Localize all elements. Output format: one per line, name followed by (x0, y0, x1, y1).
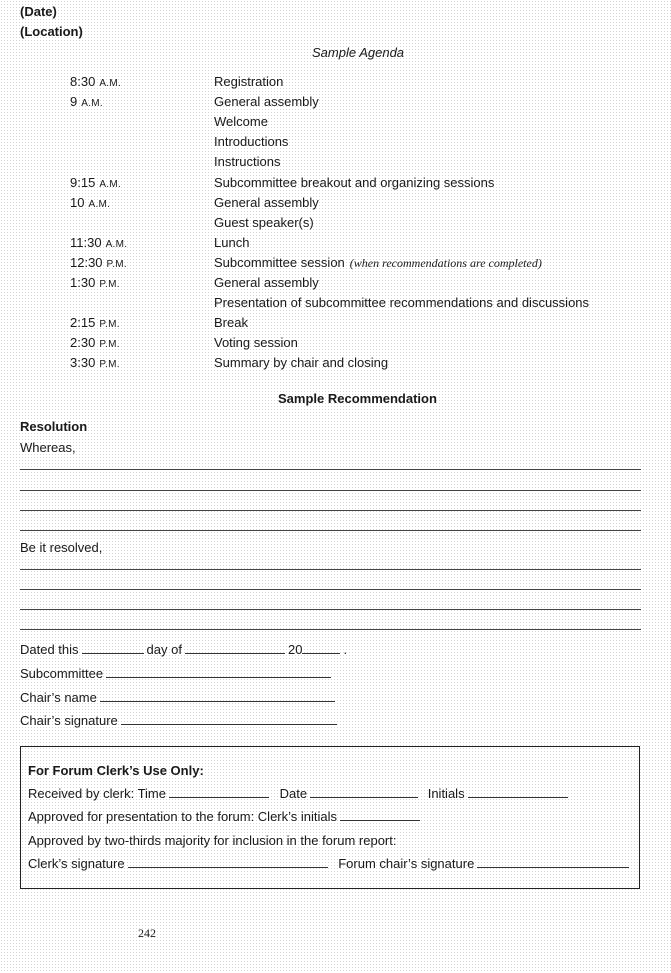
resolved-line (20, 609, 641, 610)
agenda-time: 9:15 A.M. (70, 175, 122, 190)
agenda-time: 2:15 P.M. (70, 315, 120, 330)
approved-majority-row: Approved by two-thirds majority for inclusion in the forum report: (28, 833, 397, 848)
resolved-label: Be it resolved, (20, 540, 103, 555)
agenda-time: 9 A.M. (70, 94, 103, 109)
agenda-item: Instructions (214, 154, 281, 169)
approved-presentation-row: Approved for presentation to the forum: Clerk’s initials (28, 809, 423, 824)
agenda-item: Subcommittee breakout and organizing sessions (214, 175, 495, 190)
signatures-row: Clerk’s signature Forum chair’s signature (28, 856, 632, 871)
whereas-line (20, 490, 641, 491)
date-heading: (Date) (20, 4, 57, 19)
recommendation-title: Sample Recommendation (278, 391, 437, 406)
agenda-note: (when recommendations are completed) (349, 256, 542, 270)
clerk-box-title: For Forum Clerk’s Use Only: (28, 763, 204, 778)
agenda-time: 10 A.M. (70, 195, 111, 210)
agenda-item: Registration (214, 74, 284, 89)
agenda-item: General assembly (214, 275, 319, 290)
agenda-item: Lunch (214, 235, 250, 250)
page-number: 242 (138, 926, 156, 940)
chair-signature-field[interactable]: Chair’s signature (20, 713, 340, 728)
whereas-line (20, 510, 641, 511)
whereas-label: Whereas, (20, 440, 76, 455)
agenda-time: 8:30 A.M. (70, 74, 122, 89)
agenda-item: General assembly (214, 94, 319, 109)
agenda-item: Voting session (214, 335, 298, 350)
whereas-line (20, 469, 641, 470)
location-heading: (Location) (20, 24, 83, 39)
resolution-label: Resolution (20, 419, 88, 434)
agenda-time: 3:30 P.M. (70, 355, 120, 370)
agenda-time: 11:30 A.M. (70, 235, 128, 250)
agenda-time: 2:30 P.M. (70, 335, 120, 350)
agenda-title: Sample Agenda (312, 45, 405, 60)
resolved-line (20, 569, 641, 570)
agenda-item: Presentation of subcommittee recommendations and discussions (214, 295, 590, 310)
resolved-line (20, 589, 641, 590)
chair-name-field[interactable]: Chair’s name (20, 690, 338, 705)
agenda-time: 1:30 P.M. (70, 275, 120, 290)
dated-line: Dated this day of 20 . (20, 642, 348, 657)
received-row: Received by clerk: Time Date Initials (28, 786, 571, 801)
agenda-item: Welcome (214, 114, 268, 129)
agenda-time: 12:30 P.M. (70, 255, 128, 270)
agenda-item: Introductions (214, 134, 289, 149)
resolved-line (20, 629, 641, 630)
agenda-item: Summary by chair and closing (214, 355, 389, 370)
agenda-item: Guest speaker(s) (214, 215, 314, 230)
subcommittee-field[interactable]: Subcommittee (20, 666, 334, 681)
agenda-item: General assembly (214, 195, 319, 210)
whereas-line (20, 530, 641, 531)
agenda-item: Subcommittee session (when recommendations are completed) (214, 255, 542, 270)
agenda-item: Break (214, 315, 248, 330)
